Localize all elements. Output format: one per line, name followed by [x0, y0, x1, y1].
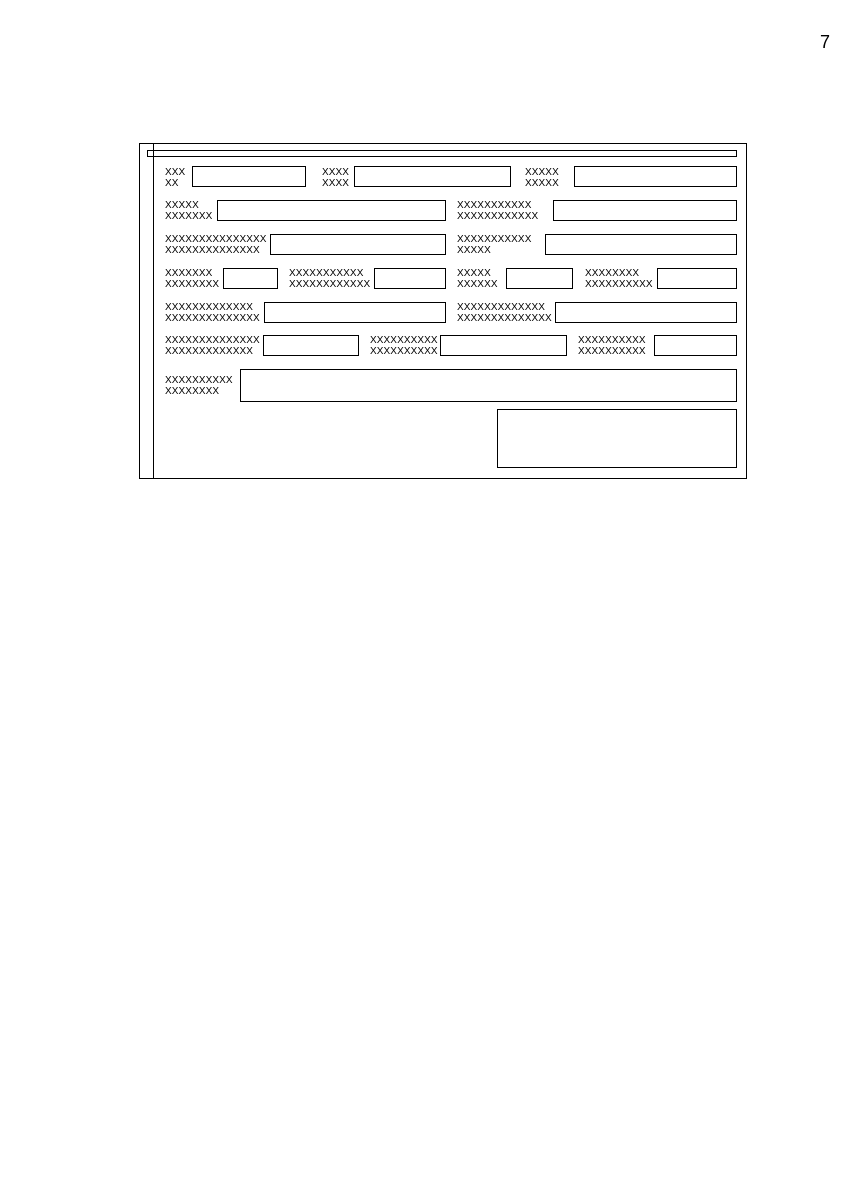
field-label: XXXX XXXX [322, 167, 350, 189]
text-field[interactable] [263, 335, 359, 356]
text-field[interactable] [264, 302, 446, 323]
field-label: XXXXXXXXXXX XXXXXXXXXXXX [457, 200, 539, 222]
text-field[interactable] [574, 166, 737, 187]
page-number: 7 [819, 32, 830, 52]
field-label: XXXXX XXXXX [525, 167, 559, 189]
text-field[interactable] [217, 200, 446, 221]
form-header-bar [147, 150, 737, 157]
form-frame-margin-line [153, 143, 154, 479]
field-label: XXXXXXXX XXXXXXXXXX [585, 268, 653, 290]
text-field[interactable] [553, 200, 737, 221]
text-field[interactable] [354, 166, 511, 187]
field-label: XXXXXXXXXXXXXXX XXXXXXXXXXXXXX [165, 234, 267, 256]
field-label: XXXXXXXXXX XXXXXXXXXX [578, 335, 646, 357]
text-field[interactable] [270, 234, 446, 255]
text-field[interactable] [545, 234, 737, 255]
field-label: XXXXXXX XXXXXXXX [165, 268, 220, 290]
text-field[interactable] [223, 268, 278, 289]
text-field[interactable] [506, 268, 573, 289]
text-field[interactable] [374, 268, 446, 289]
field-label: XXXXXXXXXXXXXX XXXXXXXXXXXXX [165, 335, 260, 357]
field-label: XXX XX [165, 167, 186, 189]
field-label: XXXXXXXXXXX XXXXXXXXXXXX [289, 268, 371, 290]
text-field[interactable] [440, 335, 567, 356]
field-label: XXXXXXXXXX XXXXXXXX [165, 375, 233, 397]
text-field[interactable] [192, 166, 306, 187]
text-field[interactable] [654, 335, 737, 356]
text-field[interactable] [657, 268, 737, 289]
field-label: XXXXXXXXXX XXXXXXXXXX [370, 335, 438, 357]
field-label: XXXXX XXXXXXX [165, 200, 213, 222]
field-label: XXXXX XXXXXX [457, 268, 498, 290]
text-field[interactable] [555, 302, 737, 323]
text-area[interactable] [240, 369, 737, 402]
field-label: XXXXXXXXXXXXX XXXXXXXXXXXXXX [165, 302, 260, 324]
signature-box[interactable] [497, 409, 737, 468]
field-label: XXXXXXXXXXXXX XXXXXXXXXXXXXX [457, 302, 552, 324]
field-label: XXXXXXXXXXX XXXXX [457, 234, 532, 256]
